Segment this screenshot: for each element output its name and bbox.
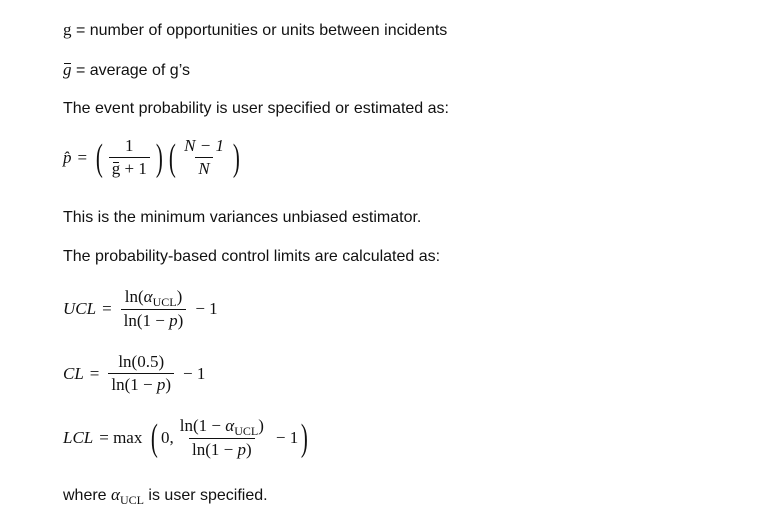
gbar-definition [63, 60, 190, 81]
ucl-formula [63, 287, 218, 331]
alpha-ucl-symbol: α [111, 485, 120, 504]
g-definition [63, 20, 447, 41]
lcl-fraction [177, 416, 267, 460]
cl-fraction [108, 352, 174, 395]
cl-formula [63, 352, 205, 395]
ucl-fraction [121, 287, 187, 331]
g-symbol: g [63, 20, 72, 39]
left-paren: ( [95, 136, 103, 179]
probability-limits-text: The probability-based control limits are calculated as: [63, 248, 441, 265]
min-variance-text: This is the minimum variances unbiased estimator. [63, 209, 422, 226]
gbar-definition-text: = average of g’s [75, 62, 190, 79]
phat-formula [63, 136, 243, 179]
phat-fraction-1 [109, 136, 150, 179]
left-paren: ( [151, 417, 159, 459]
lcl-zero: 0, [161, 428, 174, 447]
cl-numerator: ln(0.5) [118, 352, 165, 371]
left-paren: ( [168, 136, 176, 179]
phat-frac2-denominator: N [195, 157, 212, 179]
ucl-numerator: $\ln(\alpha_{UCL})$ [124, 287, 183, 309]
cl-symbol: CL [63, 363, 84, 383]
cl-tail: − 1 [183, 363, 206, 383]
phat-frac1-denominator: g + 1 [109, 157, 150, 179]
phat-frac2-numerator: N − 1 [184, 136, 224, 155]
right-paren: ) [155, 136, 163, 179]
right-paren: ) [301, 417, 309, 459]
lcl-symbol: LCL [63, 428, 94, 447]
event-probability-text: The event probability is user specified or estimated as: [63, 100, 449, 117]
g-definition-text: = number of opportunities or units between incidents [75, 22, 448, 39]
cl-equals: = [89, 363, 100, 383]
ucl-equals: = [102, 299, 112, 318]
phat-equals: = [77, 147, 88, 167]
lcl-tail: − 1 [275, 428, 299, 447]
right-paren: ) [232, 136, 240, 179]
phat-frac1-numerator: 1 [125, 136, 134, 155]
ucl-symbol: UCL [63, 299, 97, 318]
lcl-formula [63, 416, 311, 460]
lcl-denominator: ln(1 − p) [189, 438, 255, 460]
ucl-tail: − 1 [195, 299, 218, 318]
lcl-numerator: $\ln(1 - \alpha_{UCL})$ [179, 416, 264, 438]
where-text: where $\alpha_{UCL}$ is user specified. [63, 485, 268, 507]
phat-symbol: p̂ [63, 147, 72, 167]
cl-denominator: ln(1 − p) [108, 373, 174, 395]
phat-fraction-2 [181, 136, 227, 179]
lcl-equals-max: = max [99, 428, 143, 447]
ucl-denominator: ln(1 − p) [121, 309, 187, 331]
gbar-symbol: g [63, 60, 72, 79]
